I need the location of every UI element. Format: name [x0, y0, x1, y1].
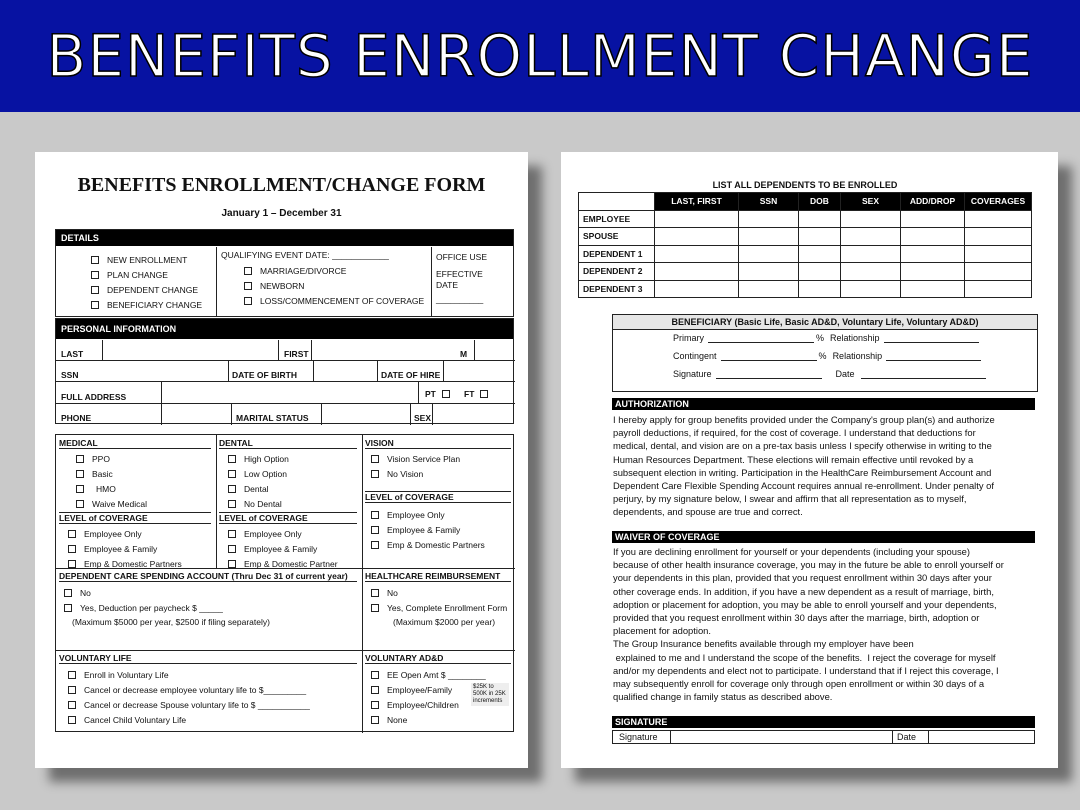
- details-section: [55, 229, 514, 317]
- vision-service-plan-checkbox[interactable]: Vision Service Plan: [371, 451, 460, 466]
- banner: [0, 0, 1080, 112]
- vision-header: VISION: [365, 438, 511, 449]
- hra-yes-checkbox[interactable]: Yes, Complete Enrollment Form: [371, 600, 507, 615]
- col-dob: DOB: [799, 193, 841, 211]
- loss-coverage-checkbox[interactable]: LOSS/COMMENCEMENT OF COVERAGE: [244, 293, 424, 308]
- authorization-text: I hereby apply for group benefits provided under the Company's group plan(s) and authorize payroll deductions, if required, for the cost of coverage. I understand that deductions for medical, dental, and vision are on a pre-tax basis unless I specify otherwise in writing to the Human Resources Department. These elections will remain effective until revoked by a subsequent election in writing. Participation in the HealthCare Reimbursement Account and Dependent Care Flexible Spending Account requires annual re-enrollment. Under penalty of perjury, by my signature below, I swear and affirm that all representation as to myself, dependents, and spouse are true and correct.: [613, 414, 995, 518]
- add-none-checkbox[interactable]: None: [371, 712, 486, 727]
- col-ssn: SSN: [739, 193, 799, 211]
- personal-info-section: [55, 318, 514, 424]
- effective-date-line[interactable]: __________: [436, 294, 484, 304]
- waiver-header: WAIVER OF COVERAGE: [612, 531, 1035, 543]
- cancel-employee-vol-life-checkbox[interactable]: Cancel or decrease employee voluntary life to $_________: [68, 682, 310, 697]
- authorization-header: AUTHORIZATION: [612, 398, 1035, 410]
- add-employee-children-checkbox[interactable]: Employee/Children: [371, 697, 486, 712]
- vision-level-header: LEVEL of COVERAGE: [365, 491, 511, 503]
- hmo-checkbox[interactable]: HMO: [76, 481, 147, 496]
- dependent-change-checkbox[interactable]: DEPENDENT CHANGE: [91, 282, 202, 297]
- hra-no-checkbox[interactable]: No: [371, 585, 507, 600]
- details-header: DETAILS: [56, 230, 513, 246]
- medical-header: MEDICAL: [59, 438, 211, 449]
- signature-field[interactable]: [671, 731, 891, 744]
- sex-label: SEX: [414, 413, 432, 423]
- cancel-child-vol-life-checkbox[interactable]: Cancel Child Voluntary Life: [68, 712, 310, 727]
- vol-life-header: VOLUNTARY LIFE: [59, 653, 357, 664]
- banner-title: BENEFITS ENROLLMENT CHANGE: [46, 22, 1034, 90]
- dental-level-header: LEVEL of COVERAGE: [219, 512, 357, 524]
- ssn-label: SSN: [61, 370, 79, 380]
- form-page-left: [35, 152, 528, 768]
- add-increment-note: $25K to 500K in 25K increments: [471, 683, 509, 706]
- vision-domestic-partner-checkbox[interactable]: Emp & Domestic Partners: [371, 537, 485, 552]
- col-sex: SEX: [841, 193, 901, 211]
- dcsa-note: (Maximum $5000 per year, $2500 if filing separately): [72, 616, 270, 627]
- effective-label: EFFECTIVE: [436, 269, 483, 279]
- cancel-spouse-vol-life-checkbox[interactable]: Cancel or decrease Spouse voluntary life to $ ___________: [68, 697, 310, 712]
- hra-note: (Maximum $2000 per year): [393, 616, 496, 627]
- low-option-checkbox[interactable]: Low Option: [228, 466, 289, 481]
- add-employee-family-checkbox[interactable]: Employee/Family: [371, 682, 486, 697]
- beneficiary-signature-row[interactable]: Signature Date: [673, 369, 986, 379]
- vol-add-header: VOLUNTARY AD&D: [365, 653, 511, 664]
- dcsa-no-checkbox[interactable]: No: [64, 585, 270, 600]
- enroll-vol-life-checkbox[interactable]: Enroll in Voluntary Life: [68, 667, 310, 682]
- waiver-text: If you are declining enrollment for yourself or your dependents (including your spouse) because of other health insurance coverage, you may in the future be able to enroll yourself or your dependents in this plan, provided that you request enrollment within 30 days after your other coverage ends. In addition, if you have a new dependent as a result of marriage, birth, adoption or placement for adoption, you may be able to enroll yourself and your dependents, provided that you request enrollment within 30 days after the marriage, birth, adoption or placement for adoption. The Group Insurance benefits available through my employer have been explained to me and I understand the scope of the benefits. I reject the coverage for myself and/or my dependents and elect not to participate. I understand that if I reject this coverage, I may subsequently enroll for coverage only through open enrollment or within 30 days of a qualified change in family status as described above.: [613, 546, 1004, 703]
- dental-employee-only-checkbox[interactable]: Employee Only: [228, 526, 338, 541]
- part-time-checkbox[interactable]: PT: [425, 389, 458, 399]
- new-enrollment-checkbox[interactable]: NEW ENROLLMENT: [91, 252, 202, 267]
- middle-initial-label: M: [460, 349, 468, 359]
- vision-employee-only-checkbox[interactable]: Employee Only: [371, 507, 485, 522]
- col-coverages: COVERAGES: [965, 193, 1032, 211]
- medical-domestic-partner-checkbox[interactable]: Emp & Domestic Partners: [68, 556, 182, 571]
- signature-row: [612, 730, 1035, 744]
- table-row: DEPENDENT 2: [579, 263, 1032, 281]
- phone-label: PHONE: [61, 413, 92, 423]
- signature-date-label: Date: [897, 732, 917, 742]
- no-dental-checkbox[interactable]: No Dental: [228, 496, 289, 511]
- no-vision-checkbox[interactable]: No Vision: [371, 466, 460, 481]
- plan-change-checkbox[interactable]: PLAN CHANGE: [91, 267, 202, 282]
- address-label: FULL ADDRESS: [61, 392, 127, 402]
- primary-beneficiary-row[interactable]: Primary % Relationship: [673, 333, 979, 343]
- last-name-label: LAST: [61, 349, 84, 359]
- dob-label: DATE OF BIRTH: [232, 370, 298, 380]
- signature-label: Signature: [619, 732, 658, 742]
- table-row: DEPENDENT 3: [579, 280, 1032, 298]
- form-date-range: January 1 – December 31: [221, 208, 342, 219]
- form-page-right: [561, 152, 1058, 768]
- dependents-table: [578, 192, 1032, 298]
- form-title: BENEFITS ENROLLMENT/CHANGE FORM: [77, 174, 486, 196]
- hra-header: HEALTHCARE REIMBURSEMENT: [365, 571, 511, 582]
- medical-employee-family-checkbox[interactable]: Employee & Family: [68, 541, 182, 556]
- qualifying-event-date[interactable]: QUALIFYING EVENT DATE: ____________: [221, 250, 389, 260]
- full-time-checkbox[interactable]: FT: [464, 389, 496, 399]
- signature-header: SIGNATURE: [612, 716, 1035, 728]
- newborn-checkbox[interactable]: NEWBORN: [244, 278, 424, 293]
- date-label: DATE: [436, 280, 459, 290]
- beneficiary-change-checkbox[interactable]: BENEFICIARY CHANGE: [91, 297, 202, 312]
- beneficiary-header: BENEFICIARY (Basic Life, Basic AD&D, Voluntary Life, Voluntary AD&D): [613, 315, 1037, 330]
- marital-status-label: MARITAL STATUS: [236, 413, 309, 423]
- basic-checkbox[interactable]: Basic: [76, 466, 147, 481]
- first-name-label: FIRST: [284, 349, 309, 359]
- dcsa-header: DEPENDENT CARE SPENDING ACCOUNT (Thru Dec 31 of current year): [59, 571, 357, 582]
- beneficiary-section: [612, 314, 1038, 392]
- ppo-checkbox[interactable]: PPO: [76, 451, 147, 466]
- medical-employee-only-checkbox[interactable]: Employee Only: [68, 526, 182, 541]
- vision-employee-family-checkbox[interactable]: Employee & Family: [371, 522, 485, 537]
- table-row: SPOUSE: [579, 228, 1032, 246]
- dcsa-yes-checkbox[interactable]: Yes, Deduction per paycheck $ _____: [64, 600, 270, 615]
- high-option-checkbox[interactable]: High Option: [228, 451, 289, 466]
- office-use-label: OFFICE USE: [436, 252, 488, 262]
- dental-checkbox[interactable]: Dental: [228, 481, 289, 496]
- table-row: DEPENDENT 1: [579, 245, 1032, 263]
- benefits-section: [55, 434, 514, 732]
- contingent-beneficiary-row[interactable]: Contingent % Relationship: [673, 351, 981, 361]
- marriage-divorce-checkbox[interactable]: MARRIAGE/DIVORCE: [244, 263, 424, 278]
- personal-info-header: PERSONAL INFORMATION: [56, 319, 513, 339]
- ee-open-checkbox[interactable]: EE Open Amt $ ________: [371, 667, 486, 682]
- doh-label: DATE OF HIRE: [381, 370, 441, 380]
- dependents-title: LIST ALL DEPENDENTS TO BE ENROLLED: [712, 180, 898, 190]
- col-last-first: LAST, FIRST: [655, 193, 739, 211]
- dental-employee-family-checkbox[interactable]: Employee & Family: [228, 541, 338, 556]
- table-row: EMPLOYEE: [579, 210, 1032, 228]
- waive-medical-checkbox[interactable]: Waive Medical: [76, 496, 147, 511]
- dental-domestic-partner-checkbox[interactable]: Emp & Domestic Partner: [228, 556, 338, 571]
- dental-header: DENTAL: [219, 438, 357, 449]
- col-add-drop: ADD/DROP: [901, 193, 965, 211]
- medical-level-header: LEVEL of COVERAGE: [59, 512, 211, 524]
- signature-date-field[interactable]: [929, 731, 1034, 744]
